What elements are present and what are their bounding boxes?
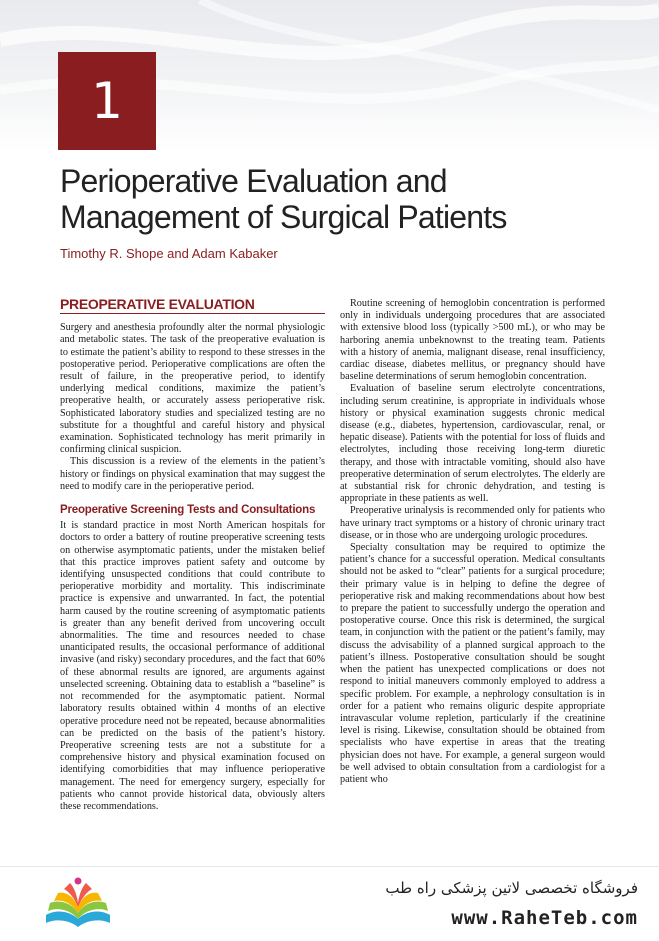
store-url-link[interactable]: www.RaheTeb.com xyxy=(451,907,638,929)
chapter-title xyxy=(60,163,620,235)
chapter-number-box xyxy=(58,52,156,150)
paragraph: Specialty consultation may be required to optimize the patient’s chance for a successful operation. Medical consultants should not be asked to “clear” patients for a surgical procedure; their primary value is in helping to define the degree of perioperative risk and making recommendations about how best to prepare the patient to successfully undergo the operation and postoperative course. Once this risk is determined, the surgical team, in conjunction with the patient or the patient’s family, may discuss the advisability of a planned surgical approach to the patient’s illness. Postoperative consultation should be sought when the patient has unexpected complications or does not respond to initial maneuvers commonly employed to address a specific problem. For example, a nephrology consultation is in order for a patient who remains oliguric despite appropriate intravascular volume repletion, particularly if the creatinine level is rising. Likewise, consultation should be obtained from specialists who have expertise in areas that the treating physician does not have. For example, a general surgeon would be well advised to obtain consultation from a cardiologist for a patient who xyxy=(340,542,605,785)
left-column xyxy=(60,298,325,813)
paragraph: Routine screening of hemoglobin concentration is performed only in individuals undergoing procedures that are associated with extensive blood loss (typically >500 mL), or who may be harboring anemia unbeknownst to the treating team. Patients with a history of anemia, malignant disease, renal insufficiency, cardiac disease, diabetes mellitus, or pregnancy should have baseline determinations of serum hemoglobin concentration. xyxy=(340,298,605,383)
right-column xyxy=(340,298,605,786)
store-name: فروشگاه تخصصی لاتین پزشکی راه طب xyxy=(385,879,638,897)
paragraph: Evaluation of baseline serum electrolyte concentrations, including serum creatinine, is appropriate in individuals whose history or physical examination suggests chronic medical disease (e.g., diabetes, hypertension, cardiovascular, renal, or hepatic disease). Patients with the potential for loss of fluids and electrolytes, including those receiving long-term diuretic therapy, and those with intractable vomiting, should also have preoperative determination of serum electrolytes. The elderly are at substantial risk for chronic dehydration, and testing is appropriate in these patients as well. xyxy=(340,383,605,505)
paragraph: Preoperative urinalysis is recommended only for patients who have urinary tract symptoms or a history of chronic urinary tract disease, or in those who are undergoing urologic procedures. xyxy=(340,505,605,541)
chapter-number: 1 xyxy=(91,72,123,130)
section-heading: PREOPERATIVE EVALUATION xyxy=(60,298,325,314)
paragraph: It is standard practice in most North American hospitals for doctors to order a battery of routine preoperative screening tests on otherwise asymptomatic patients, under the mistaken belief that this practice improves patient safety and outcome by identifying unsuspected conditions that could contribute to perioperative morbidity and mortality. This indiscriminate practice is expensive and unwarranted. In fact, the potential harm caused by the routine screening of asymptomatic patients is greater than any benefit derived from uncovering occult abnormalities. The time and resources needed to chase unanticipated results, the occasional performance of additional invasive (and risky) secondary procedures, and the fact that 60% of these abnormal results are ignored, are arguments against unselected screening. Obtaining data to establish a “baseline” is not recommended for the asymptomatic patient. Normal laboratory results obtained within 4 months of an elective operative procedure need not be repeated, because abnormalities can be predicted on the basis of the patient’s history. Preoperative screening tests are not a substitute for a comprehensive history and physical examination focused on identifying comorbidities that may influence perioperative management. The need for emergency surgery, especially for patients who cannot provide historical data, obviously alters these recommendations. xyxy=(60,520,325,812)
chapter-title-line-2: Management of Surgical Patients xyxy=(60,199,507,235)
chapter-authors: Timothy R. Shope and Adam Kabaker xyxy=(60,246,278,261)
paragraph: Surgery and anesthesia profoundly alter the normal physiologic and metabolic states. The task of the preoperative evaluation is to estimate the patient’s ability to respond to these stresses in the postoperative period. Perioperative complications are often the result of failure, in the preoperative period, to identify underlying medical conditions, maximize the patient’s preoperative health, or accurately assess perioperative risk. Sophisticated laboratory studies and specialized testing are no substitute for a thoughtful and careful history and physical examination. Sophisticated technology has merit primarily in confirming clinical suspicion. xyxy=(60,322,325,456)
subsection-heading: Preoperative Screening Tests and Consultations xyxy=(60,504,316,517)
open-book-logo-icon[interactable] xyxy=(42,875,114,933)
footer-banner xyxy=(0,866,659,941)
chapter-title-line-1: Perioperative Evaluation and xyxy=(60,163,447,199)
paragraph: This discussion is a review of the elements in the patient’s history or findings on physical examination that may suggest the need to modify care in the perioperative period. xyxy=(60,456,325,492)
